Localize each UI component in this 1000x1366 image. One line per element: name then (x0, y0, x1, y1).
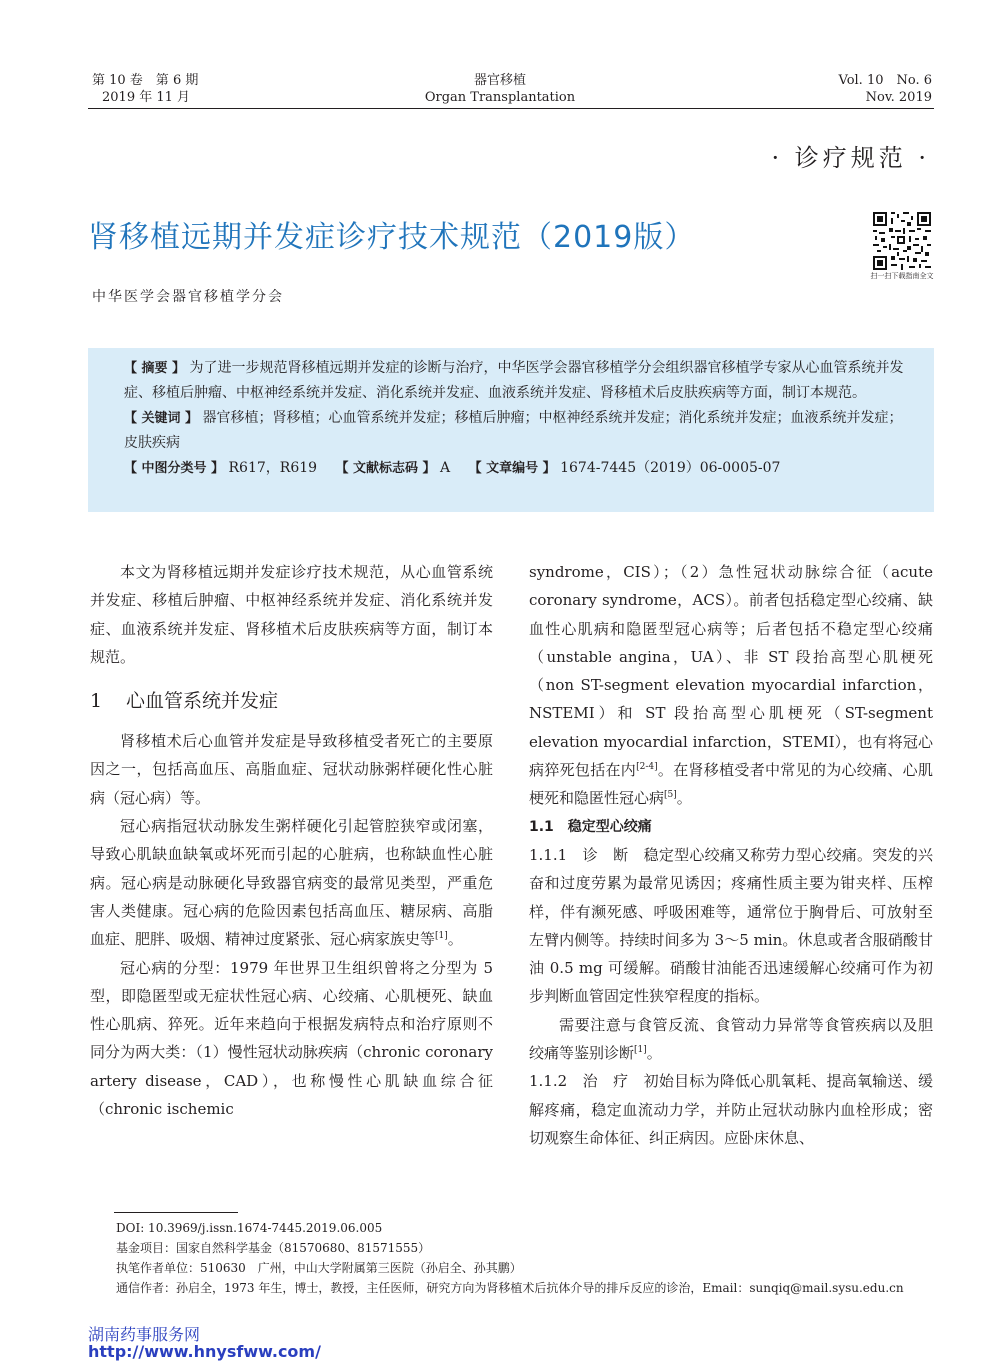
watermark-url[interactable]: http://www.hnysfww.com/ (88, 1342, 321, 1361)
subsubsection-number: 1.1.2 (529, 1072, 568, 1091)
subsection-heading: 1.1 稳定型心绞痛 (529, 818, 652, 835)
left-column (90, 558, 493, 1123)
clc-value: R617，R619 (228, 460, 318, 476)
body-paragraph: 肾移植术后心血管并发症是导致移植受者死亡的主要原因之一，包括高血压、高脂血症、冠状动脉粥样硬化性心脏病（冠心病）等。 (90, 732, 493, 807)
paragraph-text: 。在肾移植受者中常见的为心绞痛、心肌梗死和隐匿性冠心病 (529, 761, 933, 808)
paragraph-end: 。 (676, 789, 692, 808)
article-title: 肾移植远期并发症诊疗技术规范（2019版） (88, 220, 696, 255)
section-heading-1 (90, 685, 493, 717)
running-header-right (839, 72, 933, 106)
abstract-box (88, 348, 934, 512)
doc-code-label: 【 文献标志码 】 (335, 461, 436, 476)
article-no-label: 【 文章编号 】 (468, 461, 556, 476)
section-number: 1 (90, 690, 103, 713)
summary-label: 【 摘要 】 (124, 361, 186, 376)
paragraph-text: 冠心病指冠状动脉发生粥样硬化引起管腔狭窄或闭塞，导致心肌缺血缺氧或坏死而引起的心脏病，也称缺血性心脏病。冠心病是动脉硬化导致器官病变的最常见类型，严重危害人类健康。冠心病的危险因素包括高血压、糖尿病、高脂血症、肥胖、吸烟、精神过度紧张、冠心病家族史等 (90, 817, 493, 949)
doc-code-value: A (440, 460, 451, 476)
subsubsection-label: 诊 断 (582, 845, 629, 864)
footnote-rule (114, 1212, 238, 1213)
body-paragraph: 冠心病的分型：1979 年世界卫生组织曾将之分型为 5 型，即隐匿型或无症状性冠心病、心绞痛、心肌梗死、缺血性心肌病、猝死。近年来趋向于根据发病特点和治疗原则不同分为两大类：（1）慢性冠状动脉疾病（chronic coronary artery disease，CAD），也称慢性心肌缺血综合征（chronic ischemic (90, 958, 493, 1119)
subsubsection-number: 1.1.1 (529, 845, 568, 864)
journal-name-cn: 器官移植 (473, 73, 526, 88)
abstract-classification (124, 456, 908, 481)
intro-paragraph: 本文为肾移植远期并发症诊疗技术规范，从心血管系统并发症、移植后肿瘤、中枢神经系统并发症、消化系统并发症、血液系统并发症、肾移植术后皮肤疾病等方面，制订本规范。 (90, 563, 493, 666)
body-paragraph (529, 1067, 933, 1152)
volume-issue: 第 10 卷 第 6 期 (92, 73, 199, 88)
clc-label: 【 中图分类号 】 (124, 461, 225, 476)
footnotes (90, 1218, 936, 1298)
citation[interactable]: [5] (664, 790, 677, 801)
author-organization: 中华医学会器官移植学分会 (92, 289, 284, 305)
body-paragraph (529, 841, 933, 1011)
journal-name-en: Organ Transplantation (424, 90, 576, 105)
issue-date: 2019 年 11 月 (102, 90, 191, 105)
body-paragraph (529, 558, 933, 813)
keywords-text: 器官移植；肾移植；心血管系统并发症；移植后肿瘤；中枢神经系统并发症；消化系统并发症；血液系统并发症；皮肤疾病 (124, 410, 903, 451)
funding: 基金项目：国家自然科学基金（81570680、81571555） (116, 1241, 431, 1255)
citation[interactable]: [2-4] (636, 762, 658, 773)
right-column (529, 558, 933, 1152)
paragraph-end: 。 (447, 930, 463, 949)
citation[interactable]: [1] (634, 1045, 647, 1056)
running-header-center (400, 72, 600, 106)
section-title: 心血管系统并发症 (126, 690, 279, 713)
paragraph-text: 需要注意与食管反流、食管动力异常等食管疾病以及胆绞痛等鉴别诊断 (529, 1015, 933, 1063)
abstract-keywords (124, 406, 908, 456)
doi[interactable]: DOI: 10.3969/j.issn.1674-7445.2019.06.005 (116, 1221, 383, 1235)
summary-text: 为了进一步规范肾移植远期并发症的诊断与治疗，中华医学会器官移植学分会组织器官移植学专家从心血管系统并发症、移植后肿瘤、中枢神经系统并发症、消化系统并发症、血液系统并发症、肾移植术后皮肤疾病等方面，制订本规范。 (124, 360, 904, 401)
watermark-site-name: 湖南药事服务网 (88, 1325, 201, 1344)
abstract-summary (124, 356, 908, 406)
issue-date-en: Nov. 2019 (865, 90, 932, 105)
body-paragraph (90, 812, 493, 953)
qr-code-icon[interactable] (873, 212, 931, 270)
running-header-left (92, 72, 198, 106)
author-unit: 执笔作者单位：510630 广州，中山大学附属第三医院（孙启全、孙其鹏） (116, 1261, 522, 1275)
qr-caption: 扫一扫下载指南全文 (870, 272, 934, 280)
paragraph-end: 。 (646, 1044, 662, 1063)
section-tag: · 诊疗规范 · (771, 144, 930, 172)
body-paragraph (529, 1011, 933, 1068)
corresponding-author: 通信作者：孙启全，1973 年生，博士，教授，主任医师，研究方向为肾移植术后抗体介导的排斥反应的诊治，Email：sunqiq@mail.sysu.edu.cn (116, 1281, 904, 1295)
paragraph-text: 稳定型心绞痛又称劳力型心绞痛。突发的兴奋和过度劳累为最常见诱因；疼痛性质主要为钳夹样、压榨样，伴有濒死感、呼吸困难等，通常位于胸骨后、可放射至左臂内侧等。持续时间多为 3～5 min。休息或者含服硝酸甘油 0.5 mg 可缓解。硝酸甘油能否迅速缓解心绞痛可作为初步判断血管固定性狭窄程度的指标。 (529, 845, 933, 1006)
paragraph-text: syndrome，CIS）；（2）急性冠状动脉综合征（acute coronary syndrome，ACS）。前者包括稳定型心绞痛、缺血性心肌病和隐匿型冠心病等；后者包括不稳定型心绞痛（unstable angina，UA）、非 ST 段抬高型心肌梗死（non ST-segment elevation myocardial infarction，NSTEMI）和 ST 段抬高型心肌梗死（ST-segment elevation myocardial infarction，STEMI），也有将冠心病猝死包括在内 (529, 563, 933, 780)
citation[interactable]: [1] (435, 931, 448, 942)
header-rule (88, 108, 934, 109)
paragraph-text: 初始目标为降低心肌氧耗、提高氧输送、缓解疼痛，稳定血流动力学，并防止冠状动脉内血栓形成；密切观察生命体征、纠正病因。应卧床休息、 (529, 1072, 933, 1147)
subsubsection-label: 治 疗 (582, 1072, 629, 1091)
keywords-label: 【 关键词 】 (124, 411, 199, 426)
article-no-value: 1674-7445（2019）06-0005-07 (560, 460, 781, 476)
volume-issue-en: Vol. 10 No. 6 (838, 73, 932, 88)
